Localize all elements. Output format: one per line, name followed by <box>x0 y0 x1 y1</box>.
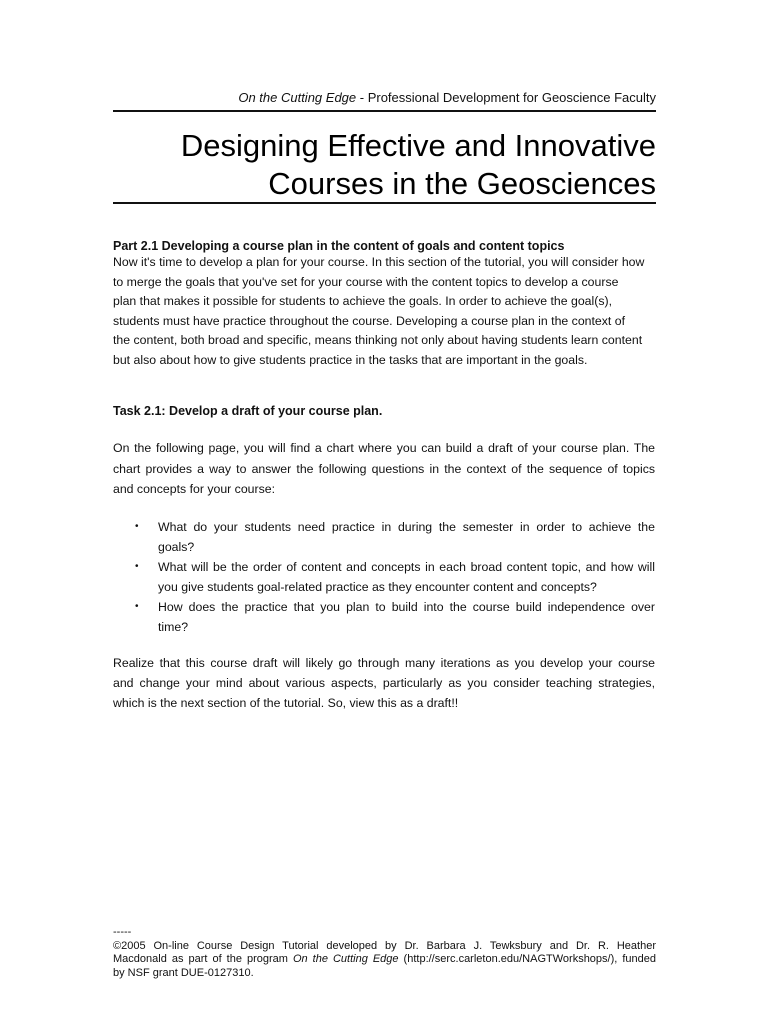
text-run: Macdonald as part of the program <box>113 953 293 965</box>
text-line: What do your students need practice in during the semester in order to achieve the <box>158 520 655 534</box>
text-line: you give students goal-related practice as they encounter content and concepts? <box>158 580 597 594</box>
text-line: plan that makes it possible for students to achieve the goals. In order to achieve the goal(s), <box>113 294 612 308</box>
title-line: Courses in the Geosciences <box>268 166 656 201</box>
text-line: by NSF grant DUE-0127310. <box>113 966 254 979</box>
running-header <box>113 90 656 105</box>
text-line: and change your mind about various aspects, particularly as you consider teaching strategies, <box>113 676 655 690</box>
text-line: and concepts for your course: <box>113 482 275 496</box>
footer-separator: ----- <box>113 926 132 938</box>
bullet-icon: • <box>135 601 139 612</box>
text-line: time? <box>158 620 189 634</box>
paragraph-intro <box>113 253 655 370</box>
text-line <box>113 953 656 967</box>
list-item <box>135 597 655 637</box>
footer-credits <box>113 926 656 980</box>
paragraph-draft <box>113 654 655 714</box>
document-title <box>113 127 656 203</box>
list-item <box>135 557 655 597</box>
text-line: but also about how to give students practice in the tasks that are important in the goals. <box>113 352 588 367</box>
text-line: the content, both broad and specific, means thinking not only about having students learn content <box>113 333 643 347</box>
program-name: On the Cutting Edge <box>292 953 399 965</box>
text-line: students must have practice throughout the course. Developing a course plan in the context of <box>113 313 625 328</box>
text-line: On the following page, you will find a chart where you can build a draft of your course plan. The <box>113 441 655 455</box>
question-list <box>135 517 655 637</box>
bullet-icon: • <box>135 521 139 532</box>
text-line: Now it's time to develop a plan for your course. In this section of the tutorial, you will consider how <box>113 255 645 269</box>
text-line: chart provides a way to answer the following questions in the context of the sequence of topics <box>113 461 655 476</box>
header-subtitle: - Professional Development for Geoscience Faculty <box>356 90 656 105</box>
text-line: ©2005 On-line Course Design Tutorial developed by Dr. Barbara J. Tewksbury and Dr. R. Heather <box>113 939 656 952</box>
header-program-name: On the Cutting Edge <box>238 90 357 105</box>
text-line: which is the next section of the tutorial. So, view this as a draft!! <box>113 696 459 710</box>
text-line: goals? <box>158 540 195 554</box>
title-rule <box>113 202 656 204</box>
text-line: What will be the order of content and concepts in each broad content topic, and how will <box>158 560 655 574</box>
text-run: (http://serc.carleton.edu/NAGTWorkshops/), funded <box>398 953 656 965</box>
list-item <box>135 517 655 557</box>
task-heading: Task 2.1: Develop a draft of your course plan. <box>113 404 383 418</box>
text-line: Realize that this course draft will likely go through many iterations as you develop your course <box>113 656 655 670</box>
paragraph-chart <box>113 439 655 500</box>
text-line: to merge the goals that you've set for your course with the content topics to develop a course <box>113 274 619 289</box>
text-line: How does the practice that you plan to build into the course build independence over <box>158 600 655 614</box>
bullet-icon: • <box>135 561 139 572</box>
title-line: Designing Effective and Innovative <box>180 128 656 163</box>
header-rule <box>113 110 656 112</box>
part-heading: Part 2.1 Developing a course plan in the content of goals and content topics <box>113 239 565 253</box>
